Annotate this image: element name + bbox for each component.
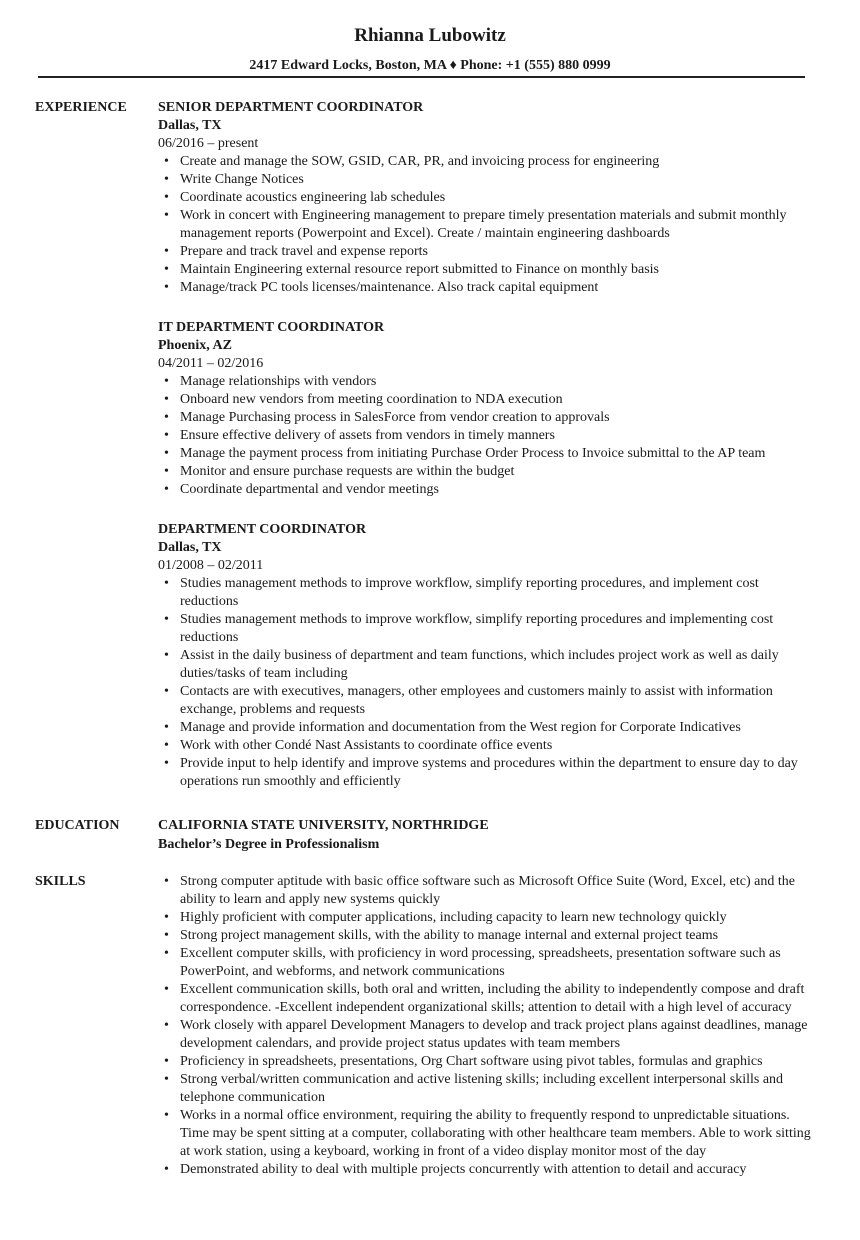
- skill-item: [158, 1071, 813, 1107]
- job-dates: 01/2008 – 02/2011: [158, 558, 264, 573]
- job-location: Dallas, TX: [158, 118, 222, 133]
- bullet-text: Maintain Engineering external resource report submitted to Finance on monthly basis: [180, 262, 659, 277]
- job-location: Phoenix, AZ: [158, 338, 232, 353]
- school-name: CALIFORNIA STATE UNIVERSITY, NORTHRIDGE: [158, 818, 489, 833]
- bullet-icon: •: [164, 738, 169, 753]
- bullet-item: [158, 575, 813, 611]
- bullet-item: [158, 445, 813, 463]
- bullet-icon: •: [164, 482, 169, 497]
- job-bullets: [158, 575, 813, 791]
- bullet-text: Ensure effective delivery of assets from vendors in timely manners: [180, 428, 555, 443]
- skill-text: Excellent communication skills, both oral and written, including the ability to independently compose and draft correspondence. -Excellent independent organizational skills; attention to detail with a high level of accuracy: [180, 982, 805, 1015]
- bullet-icon: •: [164, 648, 169, 663]
- bullet-icon: •: [164, 374, 169, 389]
- bullet-icon: •: [164, 154, 169, 169]
- bullet-text: Coordinate departmental and vendor meetings: [180, 482, 439, 497]
- job-title: IT DEPARTMENT COORDINATOR: [158, 320, 385, 335]
- bullet-icon: •: [164, 910, 169, 925]
- header-divider: [38, 76, 805, 78]
- job-entry: [158, 319, 813, 499]
- skill-item: [158, 1053, 813, 1071]
- bullet-text: Studies management methods to improve workflow, simplify reporting procedures and implementing cost reductions: [180, 612, 774, 645]
- bullet-icon: •: [164, 576, 169, 591]
- skill-text: Strong verbal/written communication and active listening skills; including excellent interpersonal skills and telephone communication: [180, 1072, 784, 1105]
- degree: Bachelor’s Degree in Professionalism: [158, 837, 380, 852]
- experience-list: [158, 99, 813, 813]
- bullet-text: Work with other Condé Nast Assistants to coordinate office events: [180, 738, 553, 753]
- bullet-icon: •: [164, 172, 169, 187]
- bullet-text: Manage the payment process from initiating Purchase Order Process to Invoice submittal to the AP team: [180, 446, 766, 461]
- bullet-icon: •: [164, 1018, 169, 1033]
- bullet-item: [158, 683, 813, 719]
- bullet-text: Manage Purchasing process in SalesForce from vendor creation to approvals: [180, 410, 610, 425]
- skill-text: Proficiency in spreadsheets, presentations, Org Chart software using pivot tables, formulas and graphics: [180, 1054, 763, 1069]
- bullet-text: Provide input to help identify and improve systems and procedures within the department to ensure day to day operations run smoothly and efficiently: [180, 756, 798, 789]
- skill-item: [158, 1017, 813, 1053]
- candidate-name: Rhianna Lubowitz: [354, 25, 506, 46]
- bullet-icon: •: [164, 208, 169, 223]
- bullet-icon: •: [164, 1162, 169, 1177]
- bullet-icon: •: [164, 756, 169, 771]
- bullet-icon: •: [164, 410, 169, 425]
- job-dates: 06/2016 – present: [158, 136, 259, 151]
- bullet-text: Assist in the daily business of department and team functions, which includes project work as well as daily duties/tasks of team including: [180, 648, 779, 681]
- section-label-education: EDUCATION: [35, 818, 120, 833]
- bullet-text: Manage/track PC tools licenses/maintenance. Also track capital equipment: [180, 280, 599, 295]
- bullet-item: [158, 243, 813, 261]
- skill-item: [158, 981, 813, 1017]
- bullet-item: [158, 409, 813, 427]
- skill-text: Strong project management skills, with the ability to manage internal and external project teams: [180, 928, 719, 943]
- section-label-experience: EXPERIENCE: [35, 100, 127, 115]
- bullet-text: Work in concert with Engineering management to prepare timely presentation materials and submit monthly management reports (Powerpoint and Excel). Create / maintain engineering dashboards: [180, 208, 787, 241]
- skills-list: [158, 873, 813, 1179]
- skill-text: Works in a normal office environment, requiring the ability to frequently respond to unpredictable situations. Time may be spent sitting at a computer, collaborating with other healthcare team members. Able to work sitting at work station, using a keyboard, working in front of a video display monitor most of the day: [180, 1108, 811, 1159]
- bullet-item: [158, 153, 813, 171]
- bullet-item: [158, 463, 813, 481]
- bullet-item: [158, 427, 813, 445]
- bullet-item: [158, 611, 813, 647]
- bullet-icon: •: [164, 464, 169, 479]
- bullet-text: Prepare and track travel and expense reports: [180, 244, 428, 259]
- bullet-item: [158, 261, 813, 279]
- job-bullets: [158, 373, 813, 499]
- bullet-text: Manage relationships with vendors: [180, 374, 377, 389]
- bullet-item: [158, 373, 813, 391]
- bullet-item: [158, 279, 813, 297]
- bullet-item: [158, 189, 813, 207]
- bullet-item: [158, 737, 813, 755]
- job-location: Dallas, TX: [158, 540, 222, 555]
- bullet-icon: •: [164, 262, 169, 277]
- bullet-icon: •: [164, 392, 169, 407]
- bullet-item: [158, 647, 813, 683]
- bullet-icon: •: [164, 190, 169, 205]
- bullet-item: [158, 755, 813, 791]
- bullet-text: Studies management methods to improve workflow, simplify reporting procedures, and implement cost reductions: [180, 576, 759, 609]
- education-body: [158, 817, 813, 854]
- bullet-text: Contacts are with executives, managers, other employees and customers mainly to assist with information exchange, problems and requests: [180, 684, 773, 717]
- bullet-icon: •: [164, 244, 169, 259]
- bullet-icon: •: [164, 928, 169, 943]
- bullet-item: [158, 719, 813, 737]
- skill-text: Excellent computer skills, with proficiency in word processing, spreadsheets, presentation software such as PowerPoint, and webforms, and network communications: [180, 946, 781, 979]
- bullet-icon: •: [164, 1072, 169, 1087]
- contact-line: 2417 Edward Locks, Boston, MA ♦ Phone: +1 (555) 880 0999: [249, 58, 611, 73]
- bullet-icon: •: [164, 1108, 169, 1123]
- skill-item: [158, 1107, 813, 1161]
- bullet-item: [158, 391, 813, 409]
- bullet-text: Onboard new vendors from meeting coordination to NDA execution: [180, 392, 563, 407]
- bullet-text: Manage and provide information and documentation from the West region for Corporate Indicatives: [180, 720, 741, 735]
- resume-header: [0, 24, 860, 75]
- bullet-icon: •: [164, 946, 169, 961]
- bullet-icon: •: [164, 982, 169, 997]
- skills-bullets: [158, 873, 813, 1179]
- job-title: DEPARTMENT COORDINATOR: [158, 522, 367, 537]
- job-entry: [158, 521, 813, 791]
- skill-text: Demonstrated ability to deal with multiple projects concurrently with attention to detail and accuracy: [180, 1162, 747, 1177]
- skill-item: [158, 1161, 813, 1179]
- bullet-item: [158, 207, 813, 243]
- job-entry: [158, 99, 813, 297]
- job-bullets: [158, 153, 813, 297]
- skill-item: [158, 909, 813, 927]
- job-dates: 04/2011 – 02/2016: [158, 356, 264, 371]
- bullet-icon: •: [164, 1054, 169, 1069]
- bullet-text: Create and manage the SOW, GSID, CAR, PR, and invoicing process for engineering: [180, 154, 660, 169]
- bullet-item: [158, 171, 813, 189]
- bullet-icon: •: [164, 428, 169, 443]
- bullet-icon: •: [164, 612, 169, 627]
- bullet-text: Coordinate acoustics engineering lab schedules: [180, 190, 446, 205]
- skill-item: [158, 873, 813, 909]
- skill-item: [158, 945, 813, 981]
- bullet-icon: •: [164, 280, 169, 295]
- bullet-icon: •: [164, 720, 169, 735]
- bullet-icon: •: [164, 446, 169, 461]
- section-label-skills: SKILLS: [35, 874, 86, 889]
- skill-item: [158, 927, 813, 945]
- job-title: SENIOR DEPARTMENT COORDINATOR: [158, 100, 424, 115]
- bullet-icon: •: [164, 874, 169, 889]
- skill-text: Highly proficient with computer applications, including capacity to learn new technology quickly: [180, 910, 727, 925]
- bullet-text: Monitor and ensure purchase requests are within the budget: [180, 464, 515, 479]
- skill-text: Work closely with apparel Development Managers to develop and track project plans against deadlines, manage development calendars, and provide project status updates with team members: [180, 1018, 808, 1051]
- bullet-icon: •: [164, 684, 169, 699]
- skill-text: Strong computer aptitude with basic office software such as Microsoft Office Suite (Word, Excel, etc) and the ability to learn and apply new systems quickly: [180, 874, 795, 907]
- bullet-item: [158, 481, 813, 499]
- bullet-text: Write Change Notices: [180, 172, 304, 187]
